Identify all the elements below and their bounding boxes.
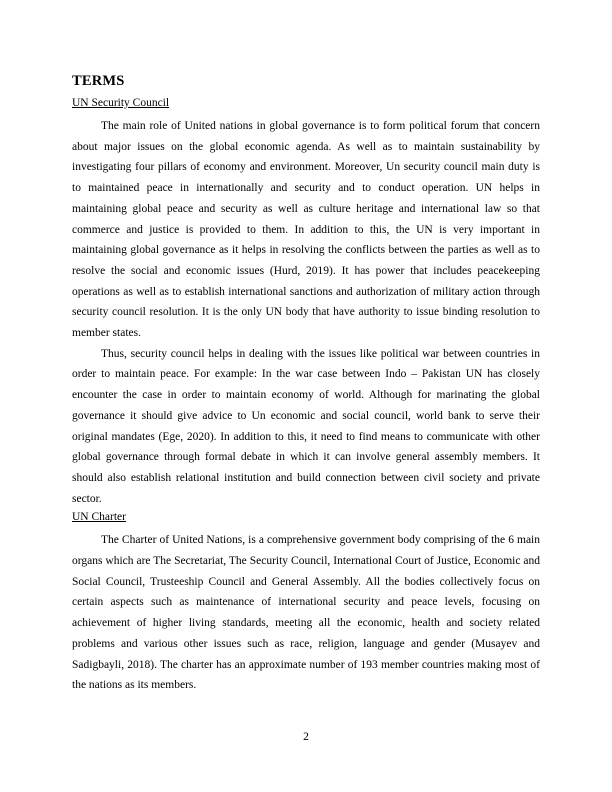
section-heading-un-charter: UN Charter [72,511,126,524]
page-heading: TERMS [72,73,125,89]
page-number: 2 [303,731,309,743]
paragraph-security-council-peace: Thus, security council helps in dealing with the issues like political war between countries in order to maintain peace. For example: In the war case between Indo – Pakistan UN has closely encounter the case in order to maintain economy of world. Although for marinating the global governance it should give advice to Un economic and social council, world bank to serve their original mandates (Ege, 2020). In addition to this, it need to find means to communicate with other global governance through formal debate in which it can involve general assembly members. It should also establish relational institution and build connection between civil society and private sector. [72,347,540,505]
paragraph-security-council-role: The main role of United nations in global governance is to form political forum that concern about major issues on the global economic agenda. As well as to maintain sustainability by investigating four pillars of economy and environment. Moreover, Un security council main duty is to maintained peace in internationally and security and to conduct operation. UN helps in maintaining global peace and security as well as culture heritage and international law so that commerce and justice is provided to them. In addition to this, the UN is very important in maintaining global governance as it helps in resolving the conflicts between the parties as well as to resolve the social and economic issues (Hurd, 2019). It has power that includes peacekeeping operations as well as to establish international sanctions and authorization of military action through security council resolution. It is the only UN body that have authority to issue binding resolution to member states. [72,120,540,340]
section-heading-security-council: UN Security Council [72,97,170,109]
page-body [72,71,540,696]
paragraph-un-charter: The Charter of United Nations, is a comprehensive government body comprising of the 6 main organs which are The Secretariat, The Security Council, International Court of Justice, Economic and Social Council, Trusteeship Council and General Assembly. All the bodies collectively focus on certain aspects such as maintenance of international security and peace levels, focusing on achievement of higher living standards, meeting all the economic, health and society related problems and various other issues such as race, religion, language and gender (Musayev and Sadigbayli, 2018). The charter has an approximate number of 193 member countries making most of the nations as its members. [72,534,540,692]
